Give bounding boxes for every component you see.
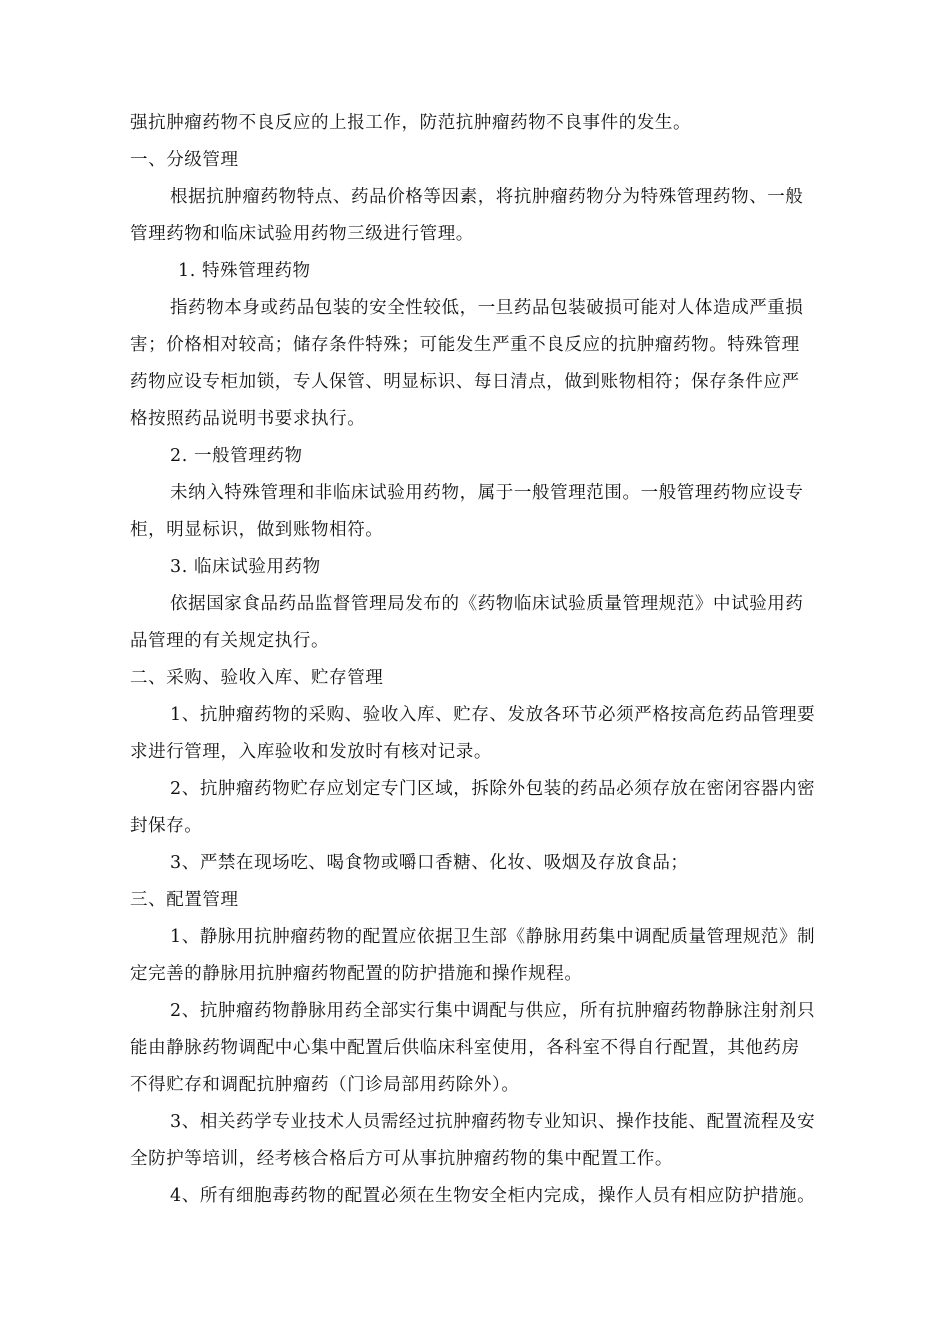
section-heading: 一、分级管理 xyxy=(130,150,239,170)
text-line: 3、相关药学专业技术人员需经过抗肿瘤药物专业知识、操作技能、配置流程及安 xyxy=(170,1112,816,1132)
text-line: 1、抗肿瘤药物的采购、验收入库、贮存、发放各环节必须严格按高危药品管理要 xyxy=(170,705,816,725)
text-line: 格按照药品说明书要求执行。 xyxy=(130,409,366,429)
text-line: 依据国家食品药品监督管理局发布的《药物临床试验质量管理规范》中试验用药 xyxy=(170,594,804,614)
text-line: 根据抗肿瘤药物特点、药品价格等因素，将抗肿瘤药物分为特殊管理药物、一般 xyxy=(170,187,804,207)
text-line: 1、静脉用抗肿瘤药物的配置应依据卫生部《静脉用药集中调配质量管理规范》制 xyxy=(170,927,816,947)
text-line: 定完善的静脉用抗肿瘤药物配置的防护措施和操作规程。 xyxy=(130,964,583,984)
text-line: 柜，明显标识，做到账物相符。 xyxy=(130,520,384,540)
text-line: 3、严禁在现场吃、喝食物或嚼口香糖、化妆、吸烟及存放食品； xyxy=(170,853,689,873)
text-line: 求进行管理，入库验收和发放时有核对记录。 xyxy=(130,742,492,762)
subsection-heading: 1. 特殊管理药物 xyxy=(178,261,311,281)
text-line: 未纳入特殊管理和非临床试验用药物，属于一般管理范围。一般管理药物应设专 xyxy=(170,483,804,503)
text-line: 药物应设专柜加锁，专人保管、明显标识、每日清点，做到账物相符；保存条件应严 xyxy=(130,372,800,392)
text-line: 不得贮存和调配抗肿瘤药（门诊局部用药除外）。 xyxy=(130,1075,520,1095)
text-line: 管理药物和临床试验用药物三级进行管理。 xyxy=(130,224,474,244)
text-line: 能由静脉药物调配中心集中配置后供临床科室使用，各科室不得自行配置，其他药房 xyxy=(130,1038,800,1058)
text-line: 2、抗肿瘤药物贮存应划定专门区域，拆除外包装的药品必须存放在密闭容器内密 xyxy=(170,779,816,799)
text-line: 强抗肿瘤药物不良反应的上报工作，防范抗肿瘤药物不良事件的发生。 xyxy=(130,113,692,133)
subsection-heading: 3. 临床试验用药物 xyxy=(170,557,321,577)
section-heading: 二、采购、验收入库、贮存管理 xyxy=(130,668,384,688)
text-line: 4、所有细胞毒药物的配置必须在生物安全柜内完成，操作人员有相应防护措施。 xyxy=(170,1186,816,1206)
text-line: 封保存。 xyxy=(130,816,203,836)
text-line: 指药物本身或药品包装的安全性较低，一旦药品包装破损可能对人体造成严重损 xyxy=(170,298,804,318)
text-line: 2、抗肿瘤药物静脉用药全部实行集中调配与供应，所有抗肿瘤药物静脉注射剂只 xyxy=(170,1001,816,1021)
subsection-heading: 2. 一般管理药物 xyxy=(170,446,303,466)
text-line: 害；价格相对较高；储存条件特殊；可能发生严重不良反应的抗肿瘤药物。特殊管理 xyxy=(130,335,800,355)
text-line: 品管理的有关规定执行。 xyxy=(130,631,330,651)
section-heading: 三、配置管理 xyxy=(130,890,239,910)
text-line: 全防护等培训，经考核合格后方可从事抗肿瘤药物的集中配置工作。 xyxy=(130,1149,673,1169)
